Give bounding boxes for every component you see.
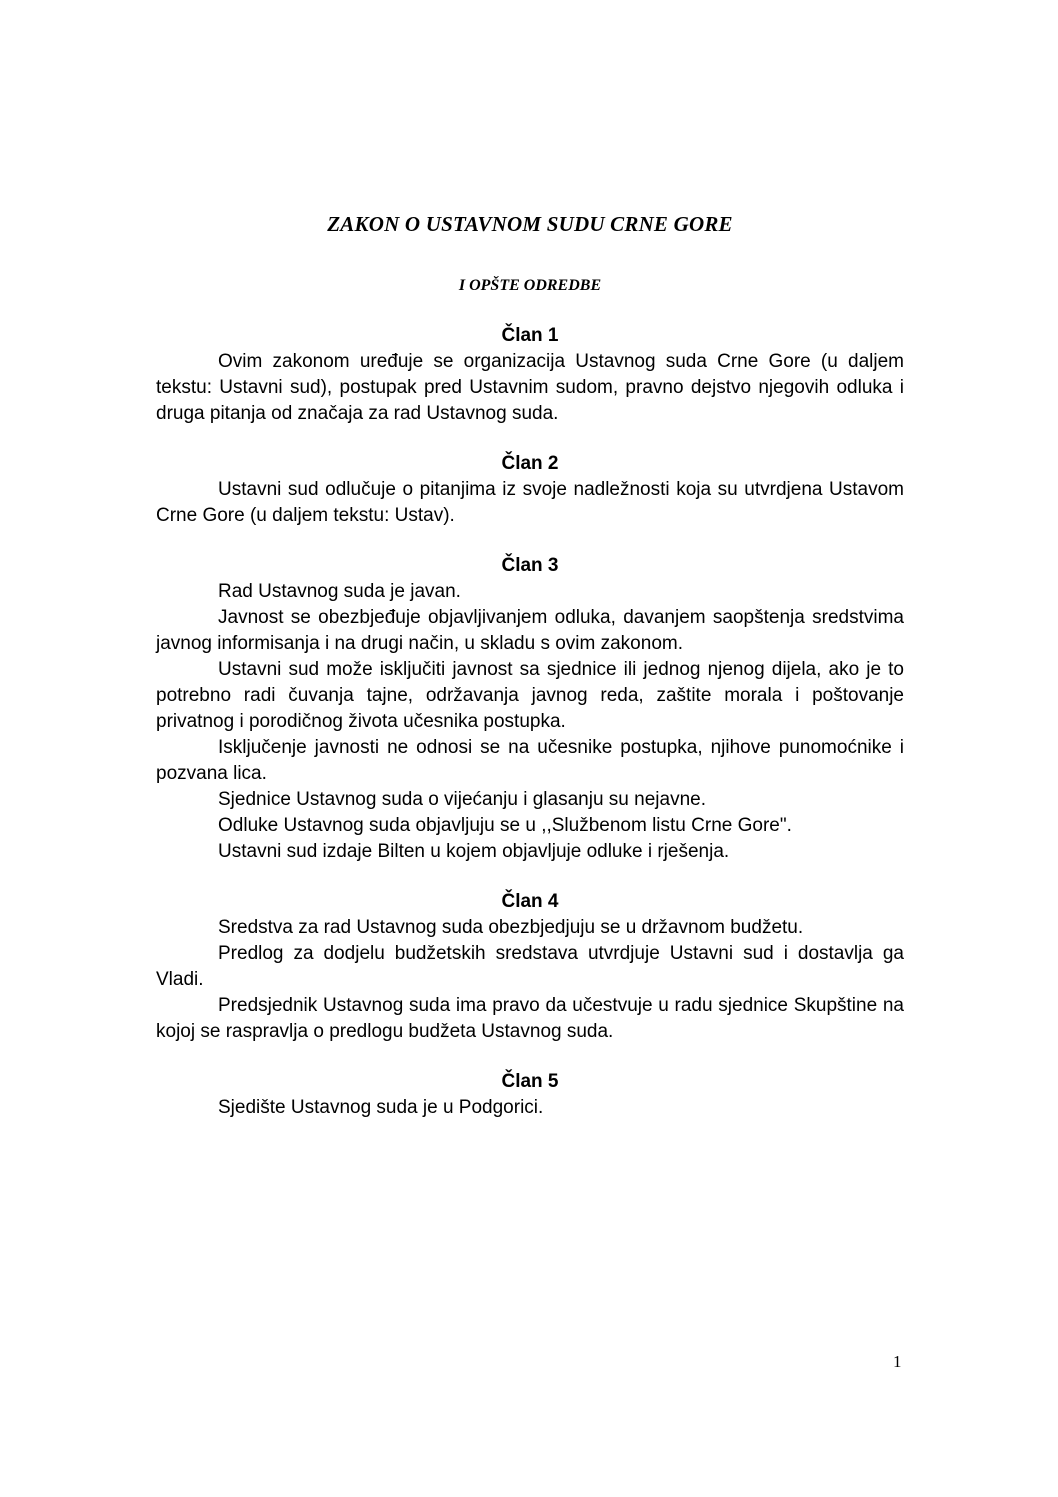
section-heading: I OPŠTE ODREDBE — [458, 277, 602, 294]
article-paragraph: Sredstva za rad Ustavnog suda obezbjedjuju se u državnom budžetu. — [218, 917, 804, 938]
article-paragraph: Sjednice Ustavnog suda o vijećanju i glasanju su nejavne. — [218, 789, 706, 810]
article-heading: Član 1 — [501, 325, 559, 346]
article-1 — [156, 323, 904, 427]
article-4 — [156, 889, 904, 1045]
article-paragraph: Ustavni sud može isključiti javnost sa sjednice ili jednog njenog dijela, ako je to potrebno radi čuvanja tajne, održavanja javnog reda, zaštite morala i poštovanje privatnog i porodičnog života učesnika postupka. — [156, 659, 904, 732]
article-paragraph: Ustavni sud odlučuje o pitanjima iz svoje nadležnosti koja su utvrdjena Ustavom Crne Gore (u daljem tekstu: Ustav). — [156, 479, 904, 526]
article-heading: Član 5 — [501, 1071, 559, 1092]
article-heading: Član 4 — [501, 891, 559, 912]
article-heading: Član 2 — [501, 453, 559, 474]
article-3 — [156, 553, 904, 865]
article-paragraph: Predlog za dodjelu budžetskih sredstava utvrdjuje Ustavni sud i dostavlja ga Vladi. — [156, 943, 904, 990]
article-5 — [156, 1069, 904, 1121]
article-paragraph: Sjedište Ustavnog suda je u Podgorici. — [218, 1097, 544, 1118]
article-heading: Član 3 — [501, 555, 559, 576]
article-paragraph: Ovim zakonom uređuje se organizacija Ustavnog suda Crne Gore (u daljem tekstu: Ustavni sud), postupak pred Ustavnim sudom, pravno dejstvo njegovih odluka i druga pitanja od značaja za rad Ustavnog suda. — [156, 351, 904, 424]
article-paragraph: Isključenje javnosti ne odnosi se na učesnike postupka, njihove punomoćnike i pozvana lica. — [156, 737, 904, 784]
article-paragraph: Javnost se obezbjeđuje objavljivanjem odluka, davanjem saopštenja sredstvima javnog informisanja i na drugi način, u skladu s ovim zakonom. — [156, 607, 904, 654]
document-title: ZAKON O USTAVNOM SUDU CRNE GORE — [327, 212, 733, 236]
article-paragraph: Ustavni sud izdaje Bilten u kojem objavljuje odluke i rješenja. — [218, 841, 730, 862]
article-paragraph: Predsjednik Ustavnog suda ima pravo da učestvuje u radu sjednice Skupštine na kojoj se raspravlja o predlogu budžeta Ustavnog suda. — [156, 995, 904, 1042]
document-page — [156, 212, 904, 1121]
article-paragraph: Odluke Ustavnog suda objavljuju se u ,,Službenom listu Crne Gore". — [218, 815, 792, 836]
page-number: 1 — [893, 1352, 902, 1371]
article-paragraph: Rad Ustavnog suda je javan. — [218, 581, 461, 602]
article-2 — [156, 451, 904, 529]
